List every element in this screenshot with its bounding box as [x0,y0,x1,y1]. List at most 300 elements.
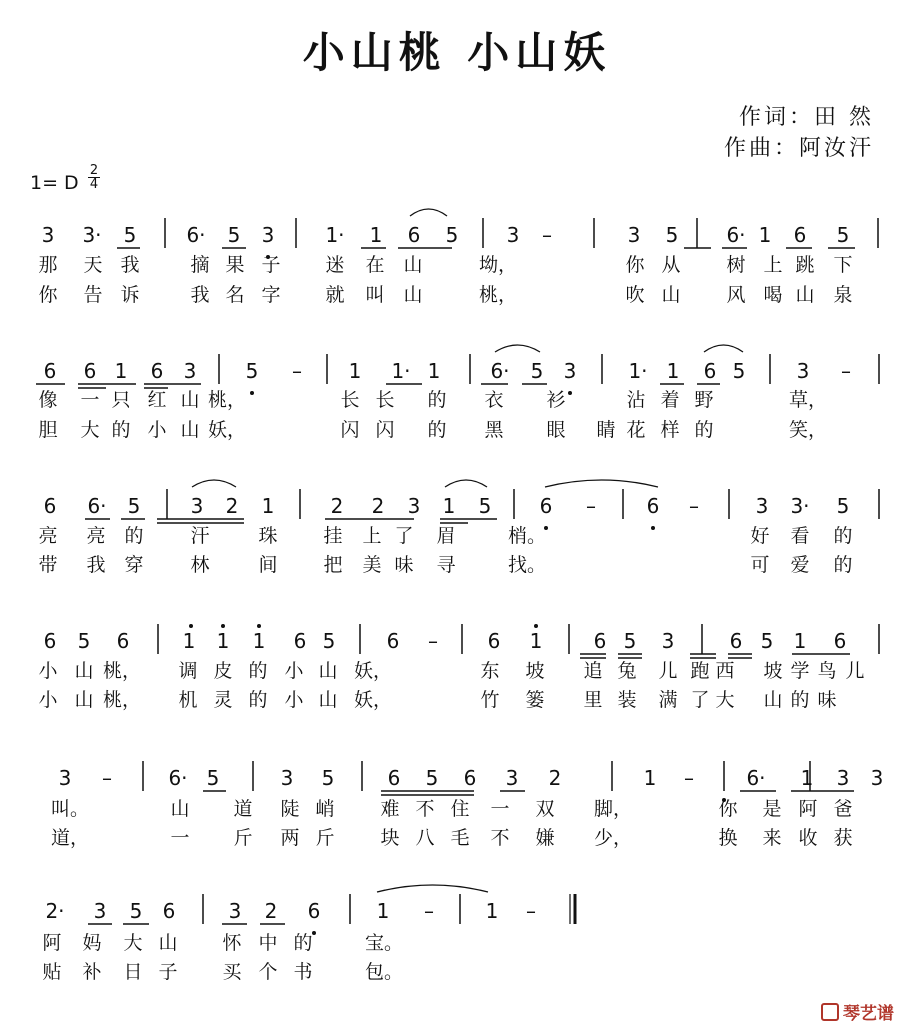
note: 3· [790,494,810,518]
lyric-syllable: 妈 [82,932,102,954]
note: 6 [646,494,660,518]
note: 3 [563,359,577,383]
lyric-syllable: 迷 [325,254,345,276]
lyric-syllable: 山 [74,660,94,682]
lyric-syllable: 小 [147,419,167,441]
lyric-syllable: 长 [340,389,360,411]
lyric-syllable: 风 [726,284,746,306]
lyric-line-2 [0,550,914,576]
note: – [424,899,434,923]
lyric-syllable: 山 [180,389,200,411]
lyric-syllable: 我 [120,254,140,276]
slur [377,885,488,892]
note: 1 [666,359,680,383]
note: 6 [293,629,307,653]
logo-icon [821,1003,839,1021]
note: 3 [627,223,641,247]
note: 3 [190,494,204,518]
lyric-syllable: 带 [38,554,58,576]
lyric-syllable: 沾 [626,389,646,411]
lyric-syllable: 桃， [478,284,518,306]
lyric-syllable: 爸 [833,798,853,820]
note: 1 [182,629,196,653]
lyric-syllable: 补 [82,961,102,983]
note: 6 [162,899,176,923]
lyric-syllable: 黑 [484,419,504,441]
note: 1 [216,629,230,653]
note: 5 [623,629,637,653]
time-signature-bottom: 4 [89,177,99,192]
lyric-syllable: 子 [158,961,178,983]
lyric-syllable: 珠 [258,525,278,547]
lyric-syllable: 篓 [525,689,545,711]
lyric-syllable: 脚， [593,798,633,820]
lyric-syllable: 子 [261,254,281,276]
lyric-syllable: 那 [38,254,58,276]
lyric-syllable: 你 [38,284,58,306]
lyric-syllable: 草， [788,389,828,411]
note: 3 [58,766,72,790]
lyric-syllable: 的 [111,419,131,441]
note: 3 [755,494,769,518]
lyric-syllable: 只 [111,389,131,411]
lyric-syllable: 的 [293,932,313,954]
lyric-line-1 [0,656,914,682]
note: 5 [206,766,220,790]
slur [704,345,743,352]
note: 1· [391,359,411,383]
lyric-syllable: 灵 [213,689,233,711]
lyric-line-1 [0,385,914,411]
octave-dot-high [189,624,193,628]
lyric-syllable: 斤 [233,827,253,849]
lyric-syllable: 下 [833,254,853,276]
lyric-syllable: 把 [323,554,343,576]
lyric-syllable: 味 [817,689,837,711]
note: 6 [307,899,321,923]
note: 5 [445,223,459,247]
note: 1 [427,359,441,383]
lyric-syllable: 野 [694,389,714,411]
note: 1 [369,223,383,247]
lyric-syllable: 追 [583,660,603,682]
note: 6 [487,629,501,653]
lyric-syllable: 怀 [222,932,242,954]
lyric-syllable: 寻 [436,554,456,576]
note: 5 [129,899,143,923]
lyric-syllable: 摘 [190,254,210,276]
lyric-syllable: 调 [178,660,198,682]
note: 1 [793,629,807,653]
lyric-syllable: 闪 [375,419,395,441]
lyric-syllable: 果 [225,254,245,276]
lyric-syllable: 皮 [213,660,233,682]
lyric-syllable: 妖， [353,660,393,682]
key-signature: 1= D [30,172,79,194]
note: 3 [836,766,850,790]
lyric-syllable: 桃， [207,389,247,411]
lyric-syllable: 我 [190,284,210,306]
note: 2 [330,494,344,518]
lyric-syllable: 我 [86,554,106,576]
note: 2· [45,899,65,923]
note: 5 [530,359,544,383]
lyric-syllable: 闪 [340,419,360,441]
note: 6 [150,359,164,383]
note: – [684,766,694,790]
note: 2 [371,494,385,518]
lyric-syllable: 在 [365,254,385,276]
note: 1 [348,359,362,383]
note: 5 [732,359,746,383]
lyric-syllable: 不 [415,798,435,820]
lyric-syllable: 日 [123,961,143,983]
lyric-syllable: 山 [170,798,190,820]
lyric-syllable: 可 [750,554,770,576]
lyric-syllable: 峭 [315,798,335,820]
lyric-syllable: 里 [583,689,603,711]
note: 5 [760,629,774,653]
slur [410,209,447,216]
lyric-line-2 [0,957,914,983]
lyric-syllable: 住 [450,798,470,820]
lyric-line-1 [0,928,914,954]
lyric-syllable: 吹 [625,284,645,306]
lyric-syllable: 山 [661,284,681,306]
lyric-syllable: 桃， [102,660,142,682]
note: 6 [463,766,477,790]
lyric-syllable: 找。 [507,554,547,576]
note: 3 [870,766,884,790]
lyric-line-1 [0,250,914,276]
lyric-syllable: 山 [158,932,178,954]
note: 6· [186,223,206,247]
note: 6 [386,629,400,653]
lyric-syllable: 的 [790,689,810,711]
lyric-syllable: 树 [726,254,746,276]
lyric-line-2 [0,823,914,849]
note: 5 [123,223,137,247]
lyric-syllable: 陡 [280,798,300,820]
lyric-syllable: 挂 [323,525,343,547]
lyric-syllable: 两 [280,827,300,849]
note: 2 [225,494,239,518]
lyric-syllable: 东 [480,660,500,682]
note: 5 [665,223,679,247]
lyric-syllable: 山 [403,284,423,306]
lyric-syllable: 美 [362,554,382,576]
lyric-syllable: 长 [375,389,395,411]
note: 3 [93,899,107,923]
note: 5 [245,359,259,383]
note: 5 [127,494,141,518]
lyric-syllable: 一 [170,827,190,849]
note: 1 [485,899,499,923]
lyric-syllable: 山 [180,419,200,441]
lyric-syllable: 林 [190,554,210,576]
lyric-syllable: 眉 [436,525,456,547]
note: 6 [407,223,421,247]
lyric-syllable: 花 [626,419,646,441]
lyric-syllable: 山 [795,284,815,306]
note: 1 [261,494,275,518]
note: 1· [325,223,345,247]
lyric-syllable: 书 [293,961,313,983]
note: 1· [628,359,648,383]
note: 1 [376,899,390,923]
lyric-syllable: 小 [284,660,304,682]
lyric-syllable: 妖， [207,419,247,441]
slur [192,480,236,487]
lyric-syllable: 天 [83,254,103,276]
lyric-syllable: 着 [660,389,680,411]
note: 5 [478,494,492,518]
lyric-syllable: 阿 [798,798,818,820]
lyric-syllable: 兔 [617,660,637,682]
lyric-syllable: 像 [38,389,58,411]
lyric-syllable: 小 [38,689,58,711]
lyric-syllable: 坳， [478,254,518,276]
lyric-syllable: 衫 [546,389,566,411]
lyric-line-2 [0,280,914,306]
lyric-syllable: 从 [661,254,681,276]
lyric-syllable: 山 [74,689,94,711]
lyric-syllable: 穿 [124,554,144,576]
lyric-syllable: 跑 [690,660,710,682]
lyric-syllable: 红 [147,389,167,411]
lyric-syllable: 机 [178,689,198,711]
lyric-syllable: 满 [658,689,678,711]
lyric-syllable: 装 [617,689,637,711]
slur [495,345,540,352]
note: 2 [548,766,562,790]
note: 1 [252,629,266,653]
lyric-syllable: 学 [790,660,810,682]
lyric-syllable: 胆 [38,419,58,441]
lyric-syllable: 泉 [833,284,853,306]
lyric-syllable: 换 [718,827,738,849]
lyric-syllable: 大 [715,689,735,711]
note: 5 [77,629,91,653]
lyric-syllable: 包。 [364,961,404,983]
lyric-syllable: 宝。 [364,932,404,954]
lyric-syllable: 斤 [315,827,335,849]
lyric-syllable: 道， [50,827,90,849]
lyric-syllable: 名 [225,284,245,306]
lyric-syllable: 样 [660,419,680,441]
note: 5 [322,629,336,653]
note: – [102,766,112,790]
lyric-syllable: 山 [763,689,783,711]
note: – [428,629,438,653]
note: 1 [643,766,657,790]
lyric-syllable: 嫌 [535,827,555,849]
lyric-syllable: 山 [318,660,338,682]
lyric-syllable: 的 [124,525,144,547]
lyric-syllable: 衣 [484,389,504,411]
note: 3 [261,223,275,247]
lyric-syllable: 坡 [763,660,783,682]
lyric-syllable: 少， [593,827,633,849]
time-signature-top: 2 [89,163,99,178]
note: 3 [41,223,55,247]
lyric-syllable: 眼 [546,419,566,441]
lyric-syllable: 一 [490,798,510,820]
note: 2 [264,899,278,923]
note: – [689,494,699,518]
lyric-syllable: 坡 [525,660,545,682]
watermark-text: 琴艺谱 [843,1004,894,1024]
note: – [526,899,536,923]
lyric-syllable: 你 [625,254,645,276]
lyric-syllable: 八 [415,827,435,849]
lyric-syllable: 贴 [42,961,62,983]
lyric-syllable: 亮 [38,525,58,547]
lyric-syllable: 毛 [450,827,470,849]
note: 6 [539,494,553,518]
lyric-syllable: 了 [394,525,414,547]
song-title: 小山桃 小山妖 [302,28,612,77]
lyric-syllable: 的 [694,419,714,441]
lyric-syllable: 买 [222,961,242,983]
lyric-syllable: 桃， [102,689,142,711]
note: 3 [407,494,421,518]
note: 6 [43,629,57,653]
lyric-syllable: 大 [123,932,143,954]
composer-credit: 作曲：阿汝汗 [723,136,874,161]
lyric-syllable: 鸟 [817,660,837,682]
lyric-syllable: 的 [833,525,853,547]
note: – [841,359,851,383]
lyric-syllable: 叫 [365,284,385,306]
lyric-syllable: 看 [790,525,810,547]
note: 6 [833,629,847,653]
note: 6· [726,223,746,247]
lyric-syllable: 爱 [790,554,810,576]
lyric-syllable: 小 [38,660,58,682]
note: 6 [116,629,130,653]
lyric-syllable: 大 [80,419,100,441]
lyric-syllable: 你 [718,798,738,820]
lyric-syllable: 来 [762,827,782,849]
note: 6 [593,629,607,653]
note: 3 [228,899,242,923]
watermark [821,999,894,1024]
lyric-syllable: 收 [798,827,818,849]
note: 6 [387,766,401,790]
lyric-syllable: 的 [248,689,268,711]
lyric-syllable: 妖， [353,689,393,711]
lyric-syllable: 睛 [596,419,616,441]
lyric-syllable: 告 [83,284,103,306]
note: 6· [168,766,188,790]
lyric-syllable: 就 [325,284,345,306]
lyric-syllable: 小 [284,689,304,711]
note: 6· [87,494,107,518]
lyric-syllable: 喝 [763,284,783,306]
lyric-syllable: 阿 [42,932,62,954]
lyric-syllable: 的 [427,419,447,441]
note: 5 [836,223,850,247]
note: – [586,494,596,518]
lyric-syllable: 个 [258,961,278,983]
note: 6 [703,359,717,383]
lyric-syllable: 儿 [658,660,678,682]
lyric-syllable: 跳 [795,254,815,276]
lyric-syllable: 笑， [788,419,828,441]
lyric-syllable: 一 [80,389,100,411]
lyric-syllable: 山 [403,254,423,276]
lyric-syllable: 字 [261,284,281,306]
note: 3 [280,766,294,790]
note: 1 [800,766,814,790]
lyric-syllable: 上 [763,254,783,276]
lyricist-credit: 作词：田 然 [739,105,874,130]
octave-dot-high [221,624,225,628]
note: 5 [836,494,850,518]
lyric-syllable: 的 [248,660,268,682]
note: 3 [505,766,519,790]
octave-dot-high [257,624,261,628]
lyric-syllable: 汗 [190,525,210,547]
lyric-line-1 [0,794,914,820]
lyric-syllable: 亮 [86,525,106,547]
lyric-syllable: 西 [715,660,735,682]
lyric-syllable: 双 [535,798,555,820]
lyric-syllable: 间 [258,554,278,576]
lyric-syllable: 获 [833,827,853,849]
lyric-syllable: 了 [690,689,710,711]
lyric-line-2 [0,415,914,441]
note: 1 [529,629,543,653]
lyric-syllable: 上 [362,525,382,547]
note: 3 [506,223,520,247]
lyric-syllable: 不 [490,827,510,849]
note: 3 [661,629,675,653]
lyric-syllable: 道 [233,798,253,820]
note: 1 [758,223,772,247]
lyric-syllable: 叫。 [50,798,90,820]
lyric-syllable: 儿 [845,660,865,682]
note: 6 [43,494,57,518]
octave-dot-high [534,624,538,628]
lyric-syllable: 的 [427,389,447,411]
lyric-syllable: 诉 [120,284,140,306]
note: 1 [114,359,128,383]
lyric-syllable: 的 [833,554,853,576]
lyric-syllable: 梢。 [507,525,547,547]
note: 5 [425,766,439,790]
note: 6 [793,223,807,247]
note: – [292,359,302,383]
slur [545,480,658,487]
lyric-syllable: 山 [318,689,338,711]
lyric-syllable: 味 [394,554,414,576]
lyric-syllable: 是 [762,798,782,820]
note: 5 [227,223,241,247]
lyric-syllable: 难 [380,798,400,820]
note: 3· [82,223,102,247]
note: 6 [729,629,743,653]
note: 5 [321,766,335,790]
note: 1 [442,494,456,518]
note: 6· [746,766,766,790]
lyric-syllable: 好 [750,525,770,547]
note: – [542,223,552,247]
lyric-line-1 [0,521,914,547]
note: 6 [43,359,57,383]
note: 3 [796,359,810,383]
